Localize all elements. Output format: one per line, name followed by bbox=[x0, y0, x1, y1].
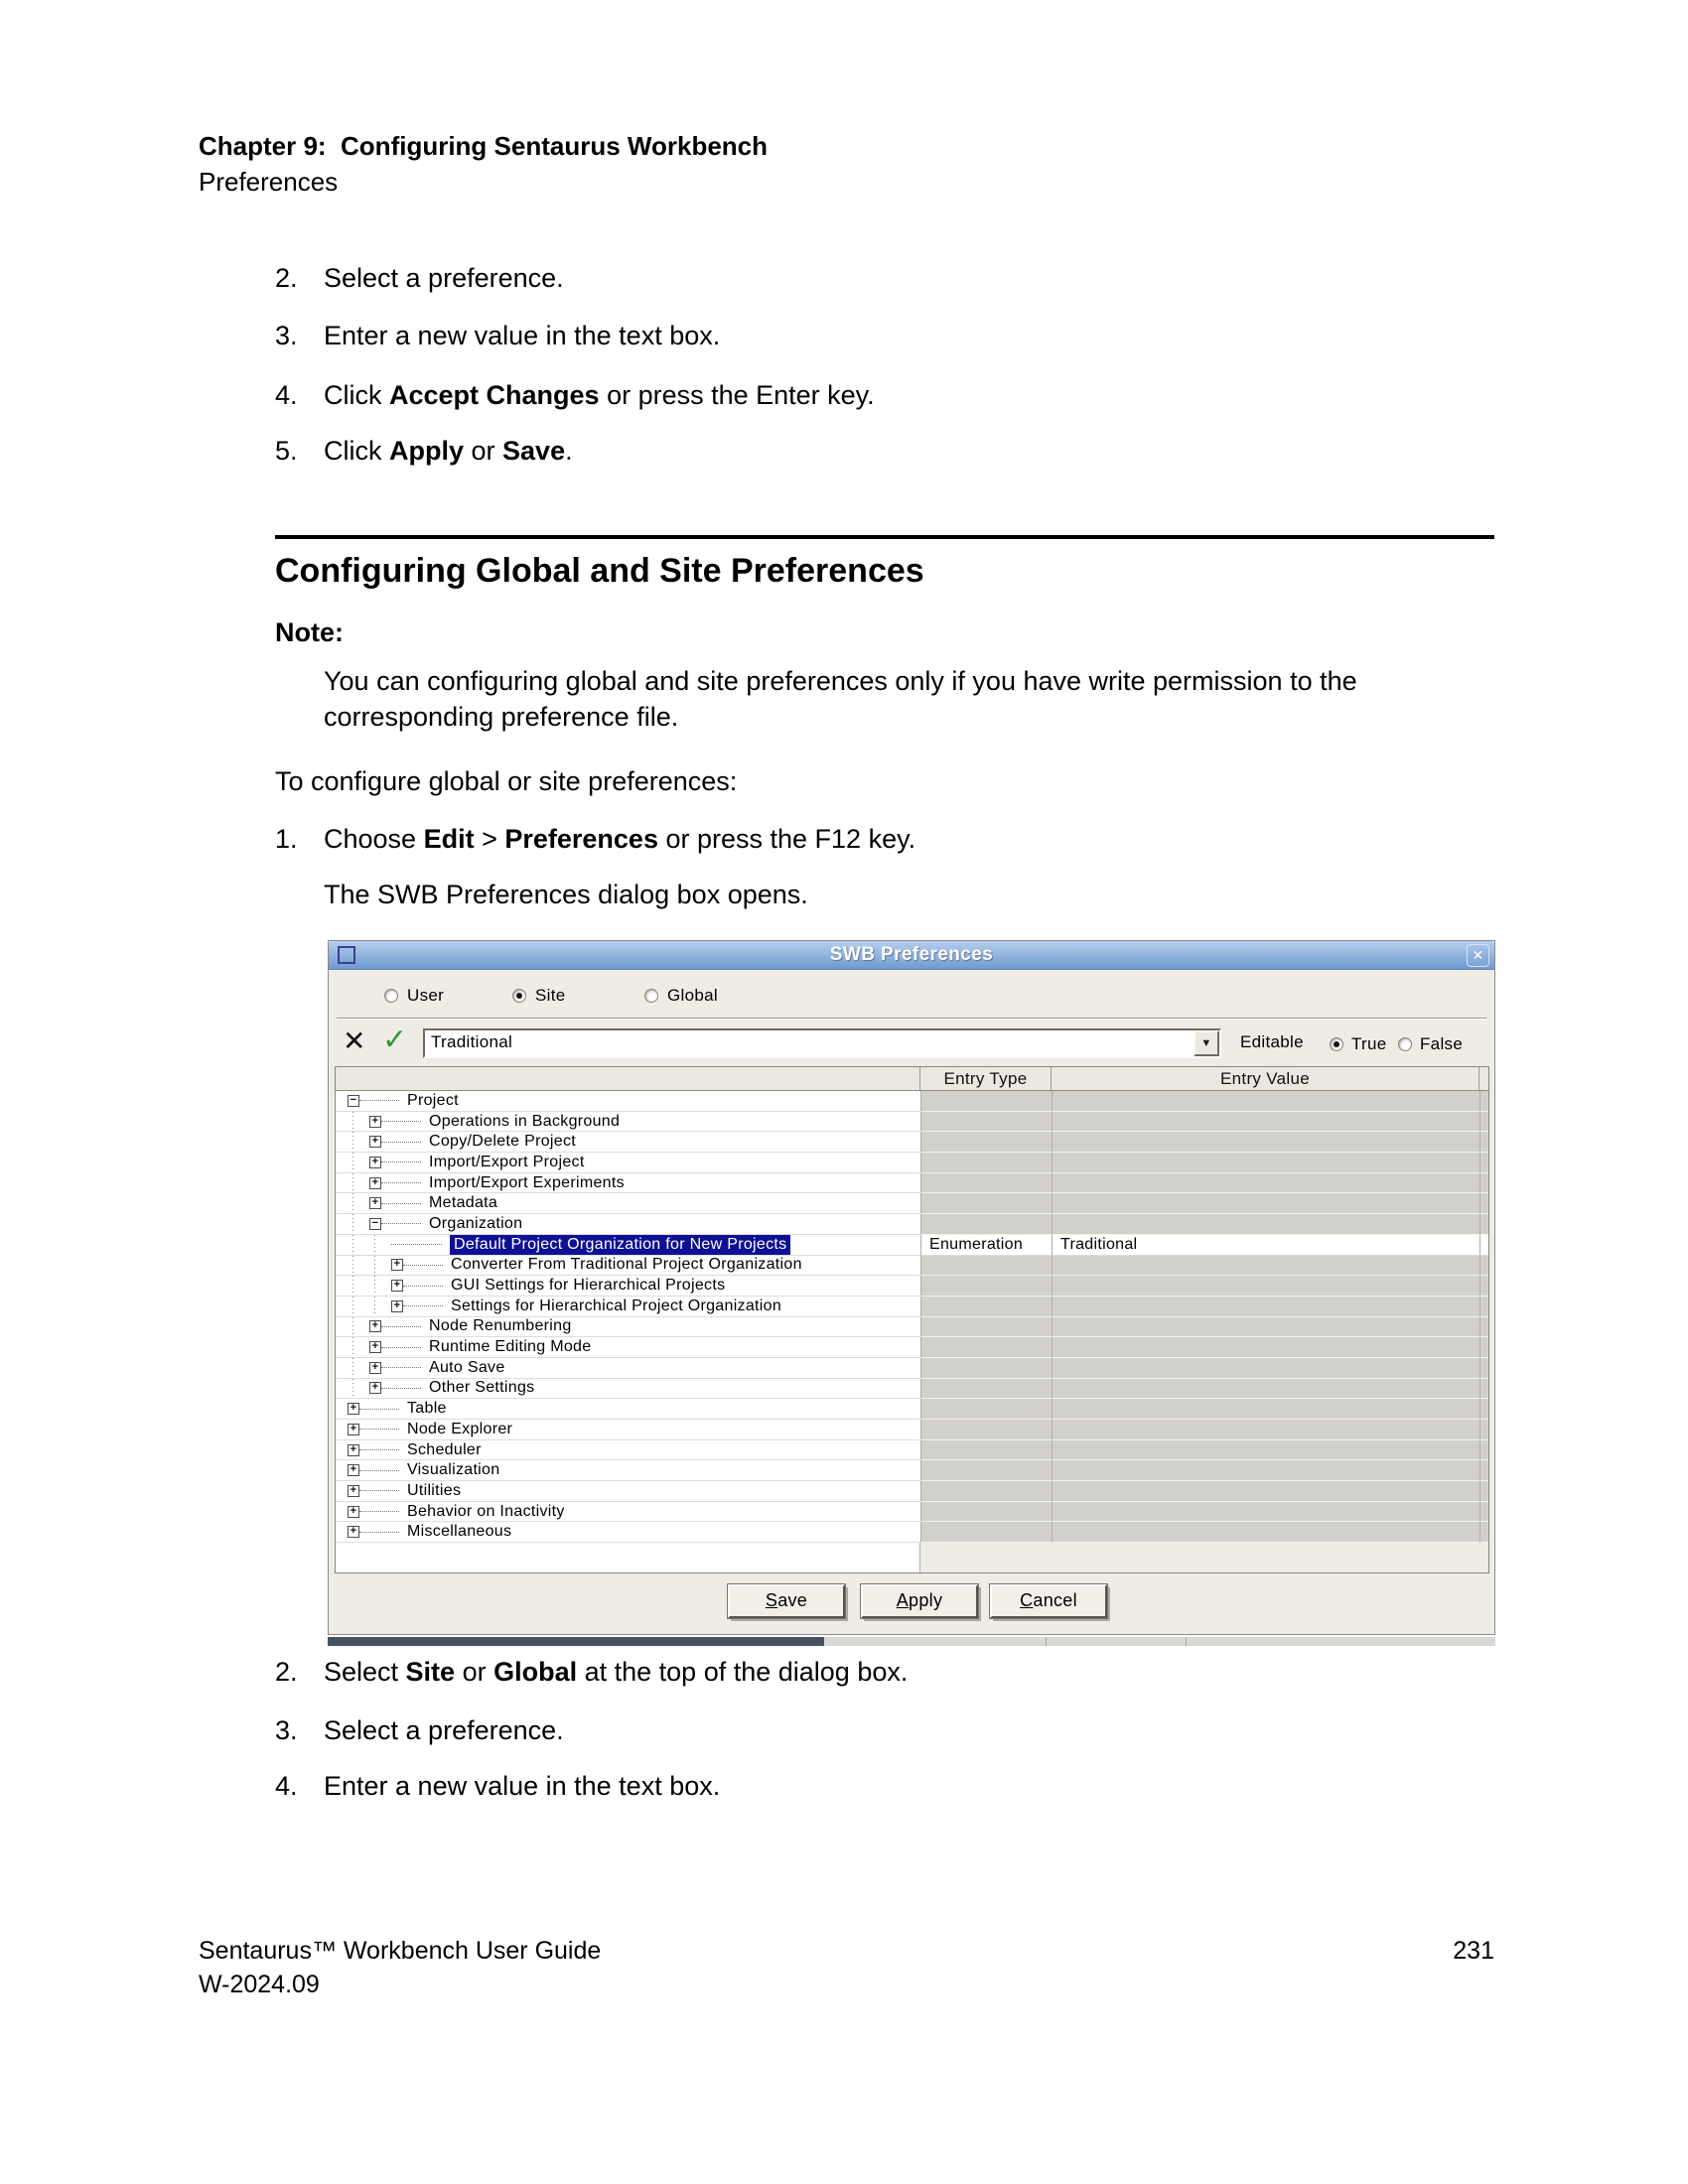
tree-node-label[interactable]: Behavior on Inactivity bbox=[407, 1502, 565, 1520]
tree-node-label[interactable]: Project bbox=[407, 1091, 459, 1109]
entry-type-cell bbox=[920, 1112, 1052, 1133]
entry-type-cell bbox=[920, 1440, 1052, 1461]
extra-cell bbox=[1479, 1235, 1488, 1256]
step-number: 2. bbox=[275, 263, 298, 293]
tree-row[interactable] bbox=[336, 1091, 1488, 1112]
tree-node-label[interactable]: Default Project Organization for New Projects bbox=[450, 1235, 790, 1255]
reject-changes-icon[interactable]: ✕ bbox=[343, 1025, 366, 1056]
entry-value-cell bbox=[1052, 1153, 1479, 1173]
entry-value-cell bbox=[1052, 1256, 1479, 1277]
expand-toggle-icon[interactable]: + bbox=[369, 1136, 381, 1148]
figure-caption: The SWB Preferences dialog box opens. bbox=[324, 880, 808, 909]
tree-node-label[interactable]: Node Renumbering bbox=[429, 1317, 572, 1335]
entry-type-cell bbox=[920, 1522, 1052, 1543]
editable-radio-true[interactable] bbox=[1330, 1034, 1387, 1054]
radio-label: User bbox=[407, 986, 445, 1005]
footer-version: W-2024.09 bbox=[199, 1971, 320, 1998]
tree-cell[interactable] bbox=[336, 1358, 920, 1379]
step-text: Choose Edit > Preferences or press the F12 key. bbox=[324, 824, 916, 854]
tree-node-label[interactable]: Import/Export Experiments bbox=[429, 1173, 625, 1191]
column-header-entry-type[interactable]: Entry Type bbox=[920, 1067, 1052, 1090]
apply-button[interactable]: Apply bbox=[861, 1584, 978, 1618]
tree-node-label[interactable]: Table bbox=[407, 1400, 447, 1418]
entry-value-cell bbox=[1052, 1132, 1479, 1153]
entry-type-cell bbox=[920, 1132, 1052, 1153]
radio-label: Global bbox=[667, 986, 718, 1005]
tree-row[interactable] bbox=[336, 1214, 1488, 1235]
page-number: 231 bbox=[1453, 1937, 1494, 1965]
expand-toggle-icon[interactable]: + bbox=[369, 1116, 381, 1128]
entry-value-cell bbox=[1052, 1460, 1479, 1481]
extra-cell bbox=[1479, 1440, 1488, 1461]
tree-node-label[interactable]: Auto Save bbox=[429, 1358, 505, 1376]
combobox-value[interactable]: Traditional bbox=[431, 1032, 513, 1051]
entry-value-cell bbox=[1052, 1337, 1479, 1358]
entry-type-cell bbox=[920, 1460, 1052, 1481]
tree-node-label[interactable]: Miscellaneous bbox=[407, 1523, 512, 1541]
entry-type-cell bbox=[920, 1256, 1052, 1277]
extra-cell bbox=[1479, 1502, 1488, 1523]
accept-changes-icon[interactable]: ✓ bbox=[382, 1024, 408, 1056]
radio-icon[interactable] bbox=[644, 989, 658, 1003]
tree-row[interactable] bbox=[336, 1420, 1488, 1440]
tree-cell[interactable] bbox=[336, 1460, 920, 1481]
tree-row[interactable] bbox=[336, 1256, 1488, 1277]
combobox-dropdown-button[interactable] bbox=[1194, 1030, 1219, 1056]
extra-cell bbox=[1479, 1358, 1488, 1379]
tree-node-label[interactable]: Metadata bbox=[429, 1194, 498, 1212]
entry-value-cell bbox=[1052, 1420, 1479, 1440]
save-button[interactable]: Save bbox=[728, 1584, 845, 1618]
radio-icon[interactable] bbox=[384, 989, 398, 1003]
tree-node-label[interactable]: Organization bbox=[429, 1214, 523, 1232]
tree-row[interactable] bbox=[336, 1132, 1488, 1153]
tree-row[interactable] bbox=[336, 1112, 1488, 1133]
tree-node-label[interactable]: Runtime Editing Mode bbox=[429, 1338, 592, 1356]
tree-cell[interactable] bbox=[336, 1317, 920, 1338]
editable-label: Editable bbox=[1240, 1032, 1304, 1051]
extra-cell bbox=[1479, 1337, 1488, 1358]
extra-cell bbox=[1479, 1193, 1488, 1214]
dialog-title: SWB Preferences bbox=[829, 944, 994, 965]
tree-node-label[interactable]: Other Settings bbox=[429, 1379, 535, 1397]
tree-node-label[interactable]: Operations in Background bbox=[429, 1112, 621, 1130]
cancel-button[interactable]: Cancel bbox=[990, 1584, 1107, 1618]
radio-icon[interactable] bbox=[1398, 1037, 1412, 1051]
step-number: 1. bbox=[275, 824, 298, 854]
entry-value-cell bbox=[1052, 1193, 1479, 1214]
tree-cell[interactable] bbox=[336, 1522, 920, 1543]
running-header-section: Preferences bbox=[199, 167, 339, 197]
entry-type-cell: Enumeration bbox=[920, 1235, 1052, 1256]
tree-row[interactable] bbox=[336, 1399, 1488, 1420]
radio-label: Site bbox=[535, 986, 566, 1005]
entry-type-cell bbox=[920, 1420, 1052, 1440]
table-header-row bbox=[336, 1067, 1488, 1091]
tree-row[interactable] bbox=[336, 1460, 1488, 1481]
expand-toggle-icon[interactable]: + bbox=[369, 1197, 381, 1209]
entry-type-cell bbox=[920, 1276, 1052, 1297]
separator-line bbox=[337, 1018, 1486, 1020]
tree-row[interactable] bbox=[336, 1440, 1488, 1461]
expand-toggle-icon[interactable]: + bbox=[348, 1403, 359, 1415]
tree-cell[interactable] bbox=[336, 1256, 920, 1277]
radio-label: True bbox=[1351, 1034, 1387, 1053]
extra-cell bbox=[1479, 1091, 1488, 1112]
entry-value-cell bbox=[1052, 1399, 1479, 1420]
tree-empty-area bbox=[336, 1543, 920, 1572]
column-header-extra bbox=[1479, 1067, 1488, 1090]
step-number: 4. bbox=[275, 1771, 298, 1801]
radio-selected-icon[interactable] bbox=[1330, 1037, 1343, 1051]
expand-toggle-icon[interactable]: + bbox=[369, 1177, 381, 1189]
entry-value-cell bbox=[1052, 1317, 1479, 1338]
expand-toggle-icon[interactable]: + bbox=[348, 1485, 359, 1497]
tree-node-label[interactable]: GUI Settings for Hierarchical Projects bbox=[451, 1277, 726, 1295]
tree-cell[interactable] bbox=[336, 1193, 920, 1214]
expand-toggle-icon[interactable]: + bbox=[348, 1506, 359, 1518]
step-number: 5. bbox=[275, 436, 298, 466]
extra-cell bbox=[1479, 1522, 1488, 1543]
extra-cell bbox=[1479, 1173, 1488, 1194]
pref-tree-body bbox=[336, 1091, 1488, 1543]
entry-value-cell bbox=[1052, 1173, 1479, 1194]
footer-guide-title: Sentaurus™ Workbench User Guide bbox=[199, 1937, 602, 1965]
tree-node-label[interactable]: Visualization bbox=[407, 1461, 500, 1479]
step-number: 4. bbox=[275, 380, 298, 410]
extra-cell bbox=[1479, 1132, 1488, 1153]
tree-row[interactable] bbox=[336, 1235, 1488, 1256]
tree-row[interactable] bbox=[336, 1337, 1488, 1358]
tree-row[interactable] bbox=[336, 1317, 1488, 1338]
entry-value-cell bbox=[1052, 1481, 1479, 1502]
extra-cell bbox=[1479, 1420, 1488, 1440]
expand-toggle-icon[interactable]: + bbox=[391, 1280, 403, 1292]
tree-node-label[interactable]: Converter From Traditional Project Organization bbox=[451, 1256, 802, 1274]
tree-row[interactable] bbox=[336, 1193, 1488, 1214]
tree-cell[interactable] bbox=[336, 1173, 920, 1194]
entry-value-cell: Traditional bbox=[1052, 1235, 1479, 1256]
column-header-entry-value[interactable]: Entry Value bbox=[1052, 1067, 1479, 1090]
entry-value-cell bbox=[1052, 1440, 1479, 1461]
extra-cell bbox=[1479, 1256, 1488, 1277]
entry-type-cell bbox=[920, 1193, 1052, 1214]
cropped-dark-strip bbox=[328, 1637, 824, 1646]
tree-cell[interactable] bbox=[336, 1297, 920, 1317]
entry-type-cell bbox=[920, 1173, 1052, 1194]
step-number: 2. bbox=[275, 1657, 298, 1687]
entry-value-cell bbox=[1052, 1358, 1479, 1379]
extra-cell bbox=[1479, 1112, 1488, 1133]
scope-radio-user[interactable] bbox=[384, 986, 444, 1006]
tree-cell[interactable] bbox=[336, 1235, 920, 1256]
tree-row[interactable] bbox=[336, 1481, 1488, 1502]
extra-cell bbox=[1479, 1317, 1488, 1338]
tree-row[interactable] bbox=[336, 1276, 1488, 1297]
step-number: 3. bbox=[275, 321, 298, 350]
tree-node-label[interactable]: Utilities bbox=[407, 1481, 462, 1499]
tree-cell[interactable] bbox=[336, 1502, 920, 1523]
tree-cell[interactable] bbox=[336, 1399, 920, 1420]
expand-toggle-icon[interactable]: + bbox=[391, 1300, 403, 1312]
entry-type-cell bbox=[920, 1337, 1052, 1358]
tree-row[interactable] bbox=[336, 1358, 1488, 1379]
scope-radio-site[interactable] bbox=[512, 986, 566, 1006]
tree-node-label[interactable]: Settings for Hierarchical Project Organization bbox=[451, 1297, 782, 1314]
collapse-toggle-icon[interactable]: − bbox=[348, 1095, 359, 1107]
tree-cell[interactable] bbox=[336, 1337, 920, 1358]
swb-preferences-dialog bbox=[328, 940, 1495, 1635]
tree-row[interactable] bbox=[336, 1379, 1488, 1400]
entry-type-cell bbox=[920, 1481, 1052, 1502]
dialog-titlebar[interactable] bbox=[329, 941, 1494, 970]
tree-row[interactable] bbox=[336, 1297, 1488, 1317]
step-text: Enter a new value in the text box. bbox=[324, 321, 721, 350]
entry-type-cell bbox=[920, 1358, 1052, 1379]
editable-radio-false[interactable] bbox=[1398, 1034, 1463, 1054]
expand-toggle-icon[interactable]: + bbox=[348, 1444, 359, 1456]
expand-toggle-icon[interactable]: + bbox=[369, 1320, 381, 1332]
radio-selected-icon[interactable] bbox=[512, 989, 526, 1003]
entry-value-cell bbox=[1052, 1112, 1479, 1133]
entry-value-cell bbox=[1052, 1502, 1479, 1523]
tree-cell[interactable] bbox=[336, 1276, 920, 1297]
section-divider bbox=[275, 535, 1494, 539]
section-heading: Configuring Global and Site Preferences bbox=[275, 552, 924, 590]
expand-toggle-icon[interactable]: + bbox=[369, 1362, 381, 1374]
extra-cell bbox=[1479, 1153, 1488, 1173]
tree-cell[interactable] bbox=[336, 1214, 920, 1235]
entry-type-cell bbox=[920, 1399, 1052, 1420]
expand-toggle-icon[interactable]: + bbox=[348, 1424, 359, 1435]
extra-cell bbox=[1479, 1214, 1488, 1235]
tree-row[interactable] bbox=[336, 1153, 1488, 1173]
tree-row[interactable] bbox=[336, 1502, 1488, 1523]
tree-cell[interactable] bbox=[336, 1440, 920, 1461]
chevron-down-icon: ▼ bbox=[1200, 1037, 1212, 1049]
extra-cell bbox=[1479, 1379, 1488, 1400]
entry-value-cell bbox=[1052, 1091, 1479, 1112]
preferences-table bbox=[335, 1066, 1489, 1573]
tree-cell[interactable] bbox=[336, 1420, 920, 1440]
entry-type-cell bbox=[920, 1091, 1052, 1112]
tree-cell[interactable] bbox=[336, 1132, 920, 1153]
entry-value-cell bbox=[1052, 1276, 1479, 1297]
expand-toggle-icon[interactable]: + bbox=[348, 1464, 359, 1476]
step-number: 3. bbox=[275, 1715, 298, 1745]
tree-cell[interactable] bbox=[336, 1481, 920, 1502]
radio-label: False bbox=[1420, 1034, 1464, 1053]
entry-type-cell bbox=[920, 1153, 1052, 1173]
step-text: Select Site or Global at the top of the dialog box. bbox=[324, 1657, 909, 1687]
tree-cell[interactable] bbox=[336, 1379, 920, 1400]
entry-value-cell bbox=[1052, 1379, 1479, 1400]
tree-row[interactable] bbox=[336, 1173, 1488, 1194]
step-text: Enter a new value in the text box. bbox=[324, 1771, 721, 1801]
extra-cell bbox=[1479, 1276, 1488, 1297]
entry-type-cell bbox=[920, 1297, 1052, 1317]
note-body: You can configuring global and site preferences only if you have write permission to the corresponding preference file. bbox=[324, 666, 1357, 732]
close-button[interactable] bbox=[1467, 944, 1489, 967]
collapse-toggle-icon[interactable]: − bbox=[369, 1218, 381, 1230]
tree-node-label[interactable]: Copy/Delete Project bbox=[429, 1133, 576, 1151]
close-icon: ✕ bbox=[1472, 947, 1484, 963]
expand-toggle-icon[interactable]: + bbox=[369, 1382, 381, 1394]
step-text: Select a preference. bbox=[324, 1715, 564, 1745]
tree-node-label[interactable]: Scheduler bbox=[407, 1440, 482, 1458]
tree-cell[interactable] bbox=[336, 1112, 920, 1133]
step-text: Select a preference. bbox=[324, 263, 564, 293]
expand-toggle-icon[interactable]: + bbox=[348, 1526, 359, 1538]
entry-type-cell bbox=[920, 1379, 1052, 1400]
procedure-intro: To configure global or site preferences: bbox=[275, 766, 738, 796]
step-text: Click Accept Changes or press the Enter key. bbox=[324, 380, 875, 410]
expand-toggle-icon[interactable]: + bbox=[391, 1259, 403, 1271]
preference-value-combobox[interactable] bbox=[423, 1028, 1221, 1058]
entry-value-cell bbox=[1052, 1297, 1479, 1317]
tree-node-label[interactable]: Node Explorer bbox=[407, 1420, 513, 1437]
column-header-tree[interactable] bbox=[336, 1067, 920, 1090]
entry-value-cell bbox=[1052, 1522, 1479, 1543]
tree-cell[interactable] bbox=[336, 1153, 920, 1173]
tree-row[interactable] bbox=[336, 1522, 1488, 1543]
tree-node-label[interactable]: Import/Export Project bbox=[429, 1153, 585, 1170]
entry-type-cell bbox=[920, 1317, 1052, 1338]
scope-radio-global[interactable] bbox=[644, 986, 718, 1006]
extra-cell bbox=[1479, 1297, 1488, 1317]
running-header-chapter: Chapter 9: Configuring Sentaurus Workbench bbox=[199, 131, 769, 161]
cropped-screenshot-edge bbox=[328, 1636, 1495, 1646]
step-text: Click Apply or Save. bbox=[324, 436, 573, 466]
extra-cell bbox=[1479, 1481, 1488, 1502]
entry-type-cell bbox=[920, 1502, 1052, 1523]
extra-cell bbox=[1479, 1399, 1488, 1420]
note-label: Note: bbox=[275, 617, 344, 647]
expand-toggle-icon[interactable]: + bbox=[369, 1341, 381, 1353]
extra-cell bbox=[1479, 1460, 1488, 1481]
entry-type-cell bbox=[920, 1214, 1052, 1235]
entry-value-cell bbox=[1052, 1214, 1479, 1235]
expand-toggle-icon[interactable]: + bbox=[369, 1157, 381, 1168]
tree-cell[interactable] bbox=[336, 1091, 920, 1112]
